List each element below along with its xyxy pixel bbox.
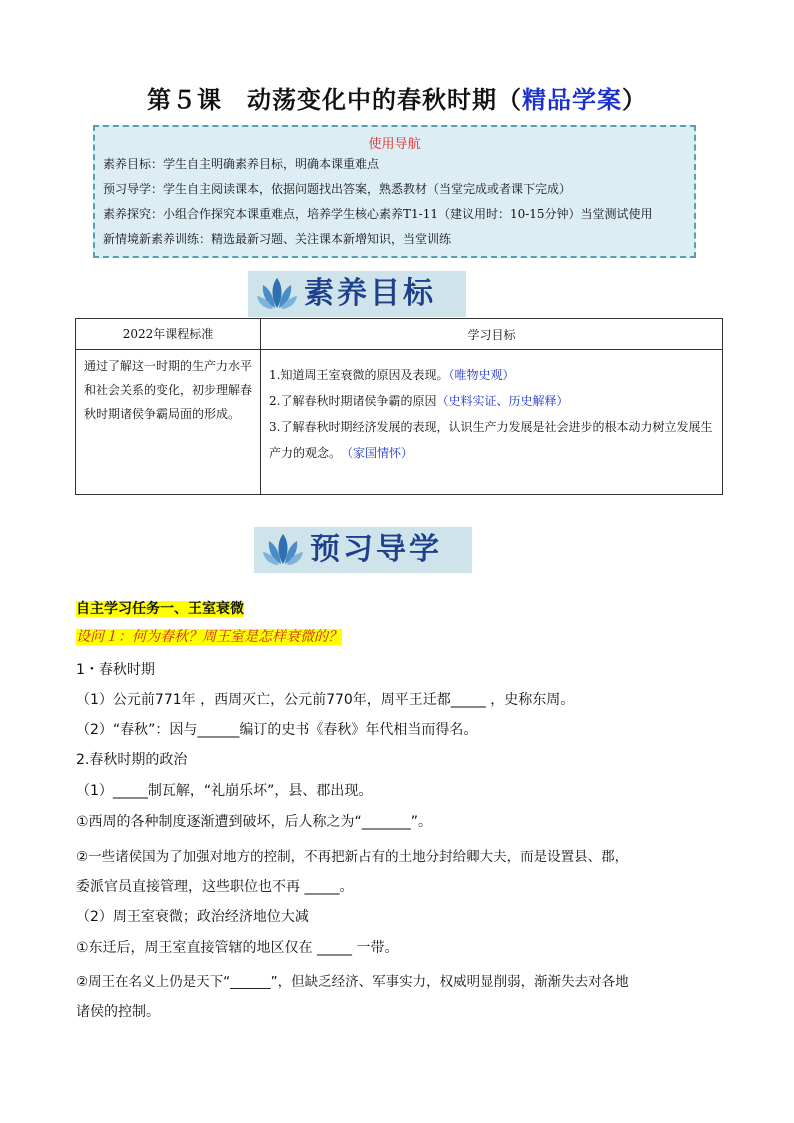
- learning-goals-cell: [261, 350, 723, 495]
- text-line: （2）周王室衰微；政治经济地位大减: [76, 909, 309, 925]
- lotus-icon: [262, 532, 304, 568]
- banner-title: 素养目标: [304, 276, 436, 311]
- guide-line: 素养探究：小组合作探究本课重难点，培养学生核心素养T1-11（建议用时：10-15分钟）当堂测试使用: [103, 207, 653, 221]
- goal-item: 1.知道周王室衰微的原因及表现。（唯物史观）: [269, 368, 515, 382]
- text-line: 2.春秋时期的政治: [76, 752, 188, 768]
- goal-item: 2.了解春秋时期诸侯争霸的原因（史料实证、历史解释）: [269, 394, 569, 408]
- guide-line: 素养目标：学生自主明确素养目标，明确本课重难点: [103, 157, 380, 171]
- guide-line: 预习导学：学生自主阅读课本，依据问题找出答案，熟悉教材（当堂完成或者课下完成）: [103, 182, 572, 196]
- lotus-icon: [256, 276, 298, 312]
- guide-line: 新情境新素养训练：精选最新习题、关注课本新增知识，当堂训练: [103, 232, 452, 246]
- text-line: ①东迁后，周王室直接管辖的地区仅在 _____ 一带。: [76, 940, 399, 956]
- text-line: 1・春秋时期: [76, 662, 155, 678]
- section-heading: 自主学习任务一、王室衰微: [76, 601, 244, 617]
- text-line: （1）_____制瓦解，“礼崩乐坏”，县、郡出现。: [76, 783, 373, 799]
- text-line: ①西周的各种制度逐渐遭到破坏，后人称之为“_______”。: [76, 814, 433, 830]
- guide-heading: 使用导航: [368, 137, 421, 152]
- section-banner-preview: [254, 527, 472, 573]
- question-prompt: 设问１：何为春秋？周王室是怎样衰微的？: [76, 629, 342, 645]
- table-header-standard: 2022年课程标准: [76, 319, 261, 350]
- text-line: （1）公元前771年 ，西周灭亡，公元前770年，周平王迁都_____ ，史称东周。: [76, 692, 575, 708]
- usage-guide-box: [93, 125, 696, 258]
- course-standard-cell: 通过了解这一时期的生产力水平和社会关系的变化，初步理解春秋时期诸侯争霸局面的形成。: [76, 350, 261, 495]
- text-line: 诸侯的控制。: [76, 1004, 160, 1020]
- section-banner-goals: [248, 271, 466, 317]
- table-header-goals: 学习目标: [261, 319, 723, 350]
- text-line: （2）“春秋”：因与______编订的史书《春秋》年代相当而得名。: [76, 722, 478, 738]
- page-title: 第５课 动荡变化中的春秋时期（精品学案）: [147, 85, 647, 114]
- banner-title: 预习导学: [310, 532, 442, 567]
- goal-item: 3.了解春秋时期经济发展的表现，认识生产力发展是社会进步的根本动力树立发展生产力的观念。 （家国情怀）: [269, 420, 713, 460]
- text-line: ②周王在名义上仍是天下“______”，但缺乏经济、军事实力，权威明显削弱，渐渐失去对各地: [76, 974, 629, 990]
- goals-table: [75, 318, 723, 495]
- text-line: ②一些诸侯国为了加强对地方的控制，不再把新占有的土地分封给卿大夫，而是设置县、郡，: [76, 849, 629, 865]
- text-line: 委派官员直接管理，这些职位也不再 _____。: [76, 879, 354, 895]
